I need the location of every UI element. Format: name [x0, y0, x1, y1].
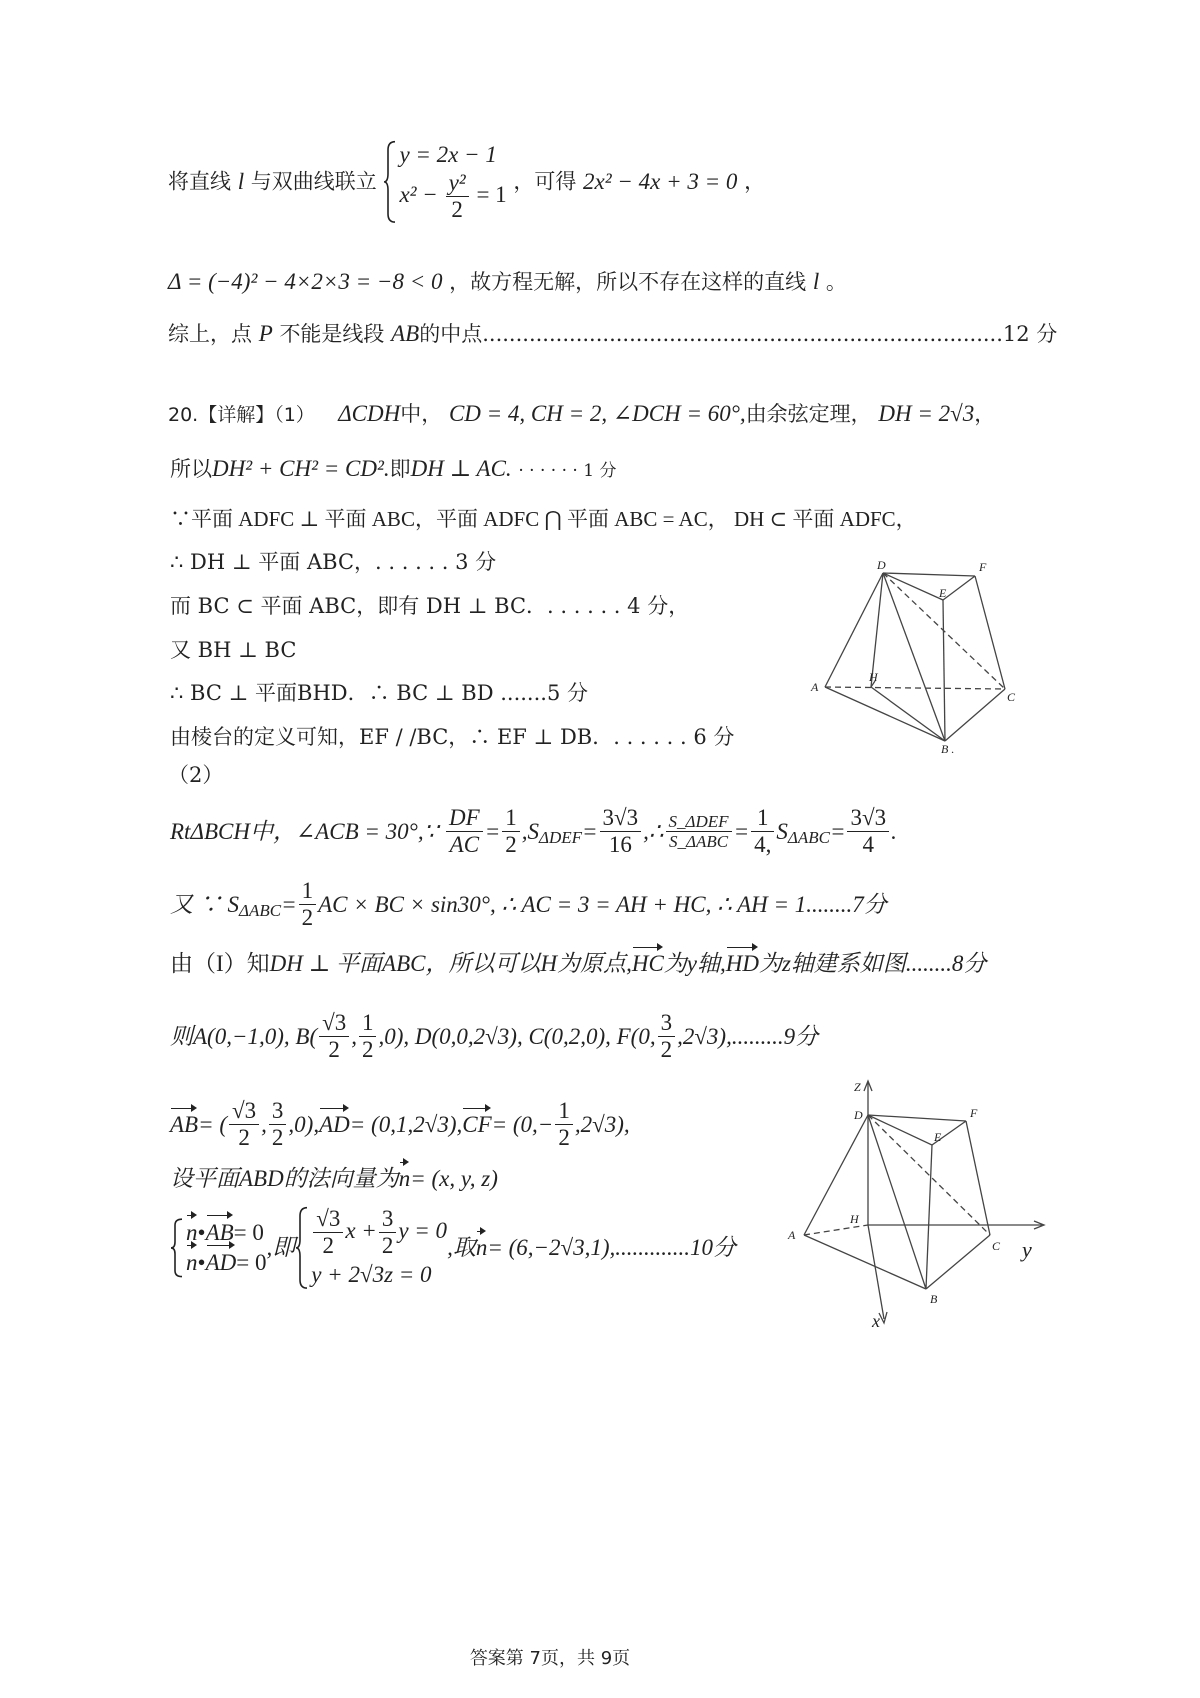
math: ΔCDH: [338, 401, 401, 426]
numerator: 3: [379, 1206, 397, 1233]
equation-system: [295, 1206, 447, 1290]
text: ，: [744, 169, 766, 194]
label-H: H: [850, 1212, 859, 1226]
math: DH² + CH² = CD².: [212, 456, 390, 481]
text: ，故方程无解，所以不存在这样的直线: [449, 270, 807, 294]
denominator: 2: [660, 1037, 673, 1063]
math: =: [829, 819, 846, 845]
equation-system: [170, 1218, 266, 1278]
vector: HD: [725, 951, 759, 976]
fraction: [313, 1206, 343, 1260]
math: .: [891, 819, 897, 845]
vector: n: [475, 1235, 488, 1261]
numerator: √3: [319, 1010, 349, 1037]
line-7: ∴ DH ⊥ 平面 ABC，. . . . . . 3 分: [170, 550, 497, 574]
fraction: [299, 878, 317, 932]
figure-1-frustum: [805, 555, 1025, 755]
math: ,S: [521, 819, 539, 845]
numerator: 1: [359, 1010, 377, 1037]
numerator: 1: [555, 1098, 573, 1125]
label-y-axis: y: [1022, 1237, 1032, 1262]
line-5: [170, 455, 616, 483]
text: 即: [389, 457, 411, 481]
math: = 0: [233, 1220, 264, 1245]
math: •: [197, 1249, 206, 1275]
math: ,∴: [643, 819, 664, 845]
question-number: 20.【详解】（1）: [168, 404, 315, 426]
math: ,0),: [288, 1112, 320, 1138]
text: ，可得: [513, 169, 577, 194]
line-1: [168, 140, 765, 224]
numerator: S_ΔDEF: [666, 812, 732, 833]
numerator: 3√3: [847, 805, 889, 832]
text: 所以: [170, 457, 212, 481]
math: ,2√3),: [574, 1112, 630, 1138]
vector: AD: [206, 1248, 237, 1278]
label-D: D: [854, 1108, 863, 1122]
math: Δ = (−4)² − 4×2×3 = −8 < 0: [168, 269, 443, 294]
fraction: [600, 805, 642, 859]
numerator: 3: [658, 1010, 676, 1037]
math-var: l: [812, 269, 820, 294]
numerator: y²: [446, 170, 469, 197]
line-9: 又 BH ⊥ BC: [170, 638, 297, 662]
numerator: 1: [751, 805, 774, 832]
math: ,: [261, 1112, 267, 1138]
label-E: E: [939, 586, 947, 600]
math: •: [197, 1220, 206, 1245]
denominator: 2: [322, 1233, 335, 1259]
math: DH = 2√3: [878, 401, 975, 426]
math: ,0), D(0,0,2√3), C(0,2,0), F(0,: [378, 1024, 656, 1050]
math: 又 ∵ S: [170, 892, 239, 918]
text: 由（I）知: [170, 951, 270, 976]
line-6: ∵平面 ADFC ⊥ 平面 ABC，平面 ADFC ⋂ 平面 ABC = AC， DH ⊂ 平面 ADFC，: [170, 507, 917, 531]
math: RtΔBCH中，∠ACB = 30°: [170, 819, 418, 845]
math: = (6,−2√3,1),.............10分: [487, 1235, 737, 1261]
text: 综上，点: [168, 322, 252, 346]
equation-row: y = 2x − 1: [399, 142, 497, 167]
math: =: [484, 819, 501, 845]
line-19: [170, 1206, 736, 1290]
vector: n: [398, 1166, 411, 1191]
vector: n: [186, 1218, 198, 1248]
line-10: ∴ BC ⊥ 平面BHD．∴ BC ⊥ BD .......5 分: [170, 681, 588, 705]
math: ,即: [266, 1235, 296, 1261]
math: = (x, y, z): [410, 1166, 498, 1191]
math-var: P: [258, 321, 273, 346]
line-13: [170, 805, 897, 859]
subscript: ΔABC: [787, 827, 830, 847]
line-8: 而 BC ⊂ 平面 ABC，即有 DH ⊥ BC．. . . . . . 4 分，: [170, 594, 690, 618]
math: ,: [351, 1024, 357, 1050]
denominator: 4,: [754, 832, 772, 858]
math: y = 0: [398, 1218, 448, 1244]
vector: AB: [206, 1218, 234, 1248]
numerator: 3√3: [600, 805, 642, 832]
page-footer: 答案第 7页，共 9页: [469, 1648, 631, 1669]
fraction: [666, 812, 732, 852]
vector: HC: [631, 951, 664, 976]
text: 。: [825, 270, 847, 294]
math: DH ⊥ 平面ABC，所以可以H为原点,: [269, 951, 632, 976]
equation-row: [186, 1218, 266, 1248]
numerator: 3: [269, 1098, 287, 1125]
line-14: [170, 878, 887, 932]
fraction: [359, 1010, 377, 1064]
math: 为z轴建系如图........8分: [758, 951, 987, 976]
math: DH ⊥ AC.: [410, 456, 512, 481]
label-E: E: [934, 1130, 942, 1144]
line-15: [170, 950, 986, 978]
math: = (: [198, 1112, 228, 1138]
label-B: B: [930, 1292, 938, 1306]
label-z-axis: Z: [854, 1080, 861, 1094]
figure-2-coordinate-system: [780, 1075, 1050, 1335]
math: = (0,1,2√3),: [349, 1112, 463, 1138]
score: · · · · · · 1 分: [518, 461, 617, 481]
subscript: ΔABC: [239, 900, 282, 920]
fraction: [555, 1098, 573, 1152]
math: x +: [345, 1218, 377, 1244]
label-F: F: [979, 560, 987, 574]
math: = 1: [476, 182, 507, 208]
equation-row: y + 2√3z = 0: [311, 1261, 432, 1287]
denominator: 2: [505, 832, 517, 858]
denominator: 2: [301, 905, 314, 931]
equation-row: [311, 1206, 447, 1260]
line-18: [170, 1165, 498, 1193]
numerator: DF: [446, 805, 483, 832]
denominator: 2: [381, 1233, 394, 1259]
numerator: 1: [502, 805, 520, 832]
fraction: [319, 1010, 349, 1064]
vector: AB: [170, 1112, 199, 1138]
text: ，: [974, 402, 996, 426]
math: 2x² − 4x + 3 = 0: [583, 169, 738, 195]
math: = (0,−: [491, 1112, 554, 1138]
label-A: A: [811, 680, 819, 694]
math: =: [733, 819, 750, 845]
math-var: l: [237, 169, 245, 195]
label-x-axis: x: [872, 1311, 880, 1331]
denominator: 2: [238, 1125, 250, 1151]
text: 由余弦定理，: [745, 402, 872, 426]
equation-row: [399, 170, 506, 224]
math: ,∵: [417, 819, 439, 845]
vector: CF: [462, 1112, 492, 1138]
line-3: [168, 320, 1057, 348]
numerator: √3: [229, 1098, 259, 1125]
denominator: 4: [862, 832, 875, 858]
vector: n: [186, 1248, 198, 1278]
math: =: [281, 892, 297, 918]
label-H: H: [869, 670, 878, 684]
denominator: S_ΔABC: [669, 832, 729, 852]
label-D: D: [877, 558, 886, 572]
math: 设平面ABD的法向量为: [170, 1166, 399, 1191]
denominator: 2: [451, 197, 463, 223]
fraction: [269, 1098, 287, 1152]
math-var: AB: [391, 321, 420, 346]
math: = 0: [236, 1249, 267, 1275]
numerator: 1: [299, 878, 317, 905]
fraction: [658, 1010, 676, 1064]
math: AC × BC × sin30°, ∴ AC = 3 = AH + HC, ∴ AH = 1........7分: [318, 892, 887, 918]
math: =: [582, 819, 598, 845]
math: ,2√3),.........9分: [677, 1024, 819, 1050]
math: CD = 4, CH = 2, ∠DCH = 60°,: [448, 401, 746, 426]
fraction: [502, 805, 520, 859]
text: 的中点..............................................................................12 分: [419, 322, 1058, 346]
label-C: C: [1007, 690, 1016, 704]
fraction: [379, 1206, 397, 1260]
denominator: 2: [328, 1037, 340, 1063]
math: ,取: [447, 1235, 476, 1261]
fraction: [229, 1098, 259, 1152]
denominator: AC: [449, 832, 480, 858]
line-11: 由棱台的定义可知，EF / /BC，∴ EF ⊥ DB．. . . . . . 6 分: [170, 725, 735, 749]
line-17: [170, 1098, 630, 1152]
vector: AD: [319, 1112, 350, 1138]
line-12: （2）: [168, 763, 224, 787]
fraction: [446, 170, 469, 224]
line-16: [170, 1010, 818, 1064]
math: x² −: [399, 182, 438, 208]
denominator: 2: [361, 1037, 374, 1063]
line-4: [168, 400, 995, 428]
text: 中，: [400, 402, 443, 426]
denominator: 2: [271, 1125, 284, 1151]
math: 为y轴,: [663, 951, 726, 976]
fraction: [446, 805, 483, 859]
label-F: F: [970, 1106, 978, 1120]
fraction: [847, 805, 889, 859]
math: S: [776, 819, 788, 845]
fraction: [751, 805, 774, 859]
label-B: B .: [941, 742, 955, 755]
label-A: A: [788, 1228, 796, 1242]
text: 不能是线段: [279, 322, 385, 346]
text: 与双曲线联立: [250, 169, 377, 194]
equation-row: [186, 1248, 266, 1278]
subscript: ΔDEF: [538, 827, 582, 847]
text: 将直线: [168, 169, 231, 194]
math: 则A(0,−1,0), B(: [170, 1024, 318, 1050]
denominator: 16: [608, 832, 632, 858]
line-2: [168, 268, 847, 296]
equation-system: [383, 140, 506, 224]
denominator: 2: [558, 1125, 570, 1151]
label-C: C: [992, 1239, 1001, 1253]
numerator: √3: [313, 1206, 343, 1233]
